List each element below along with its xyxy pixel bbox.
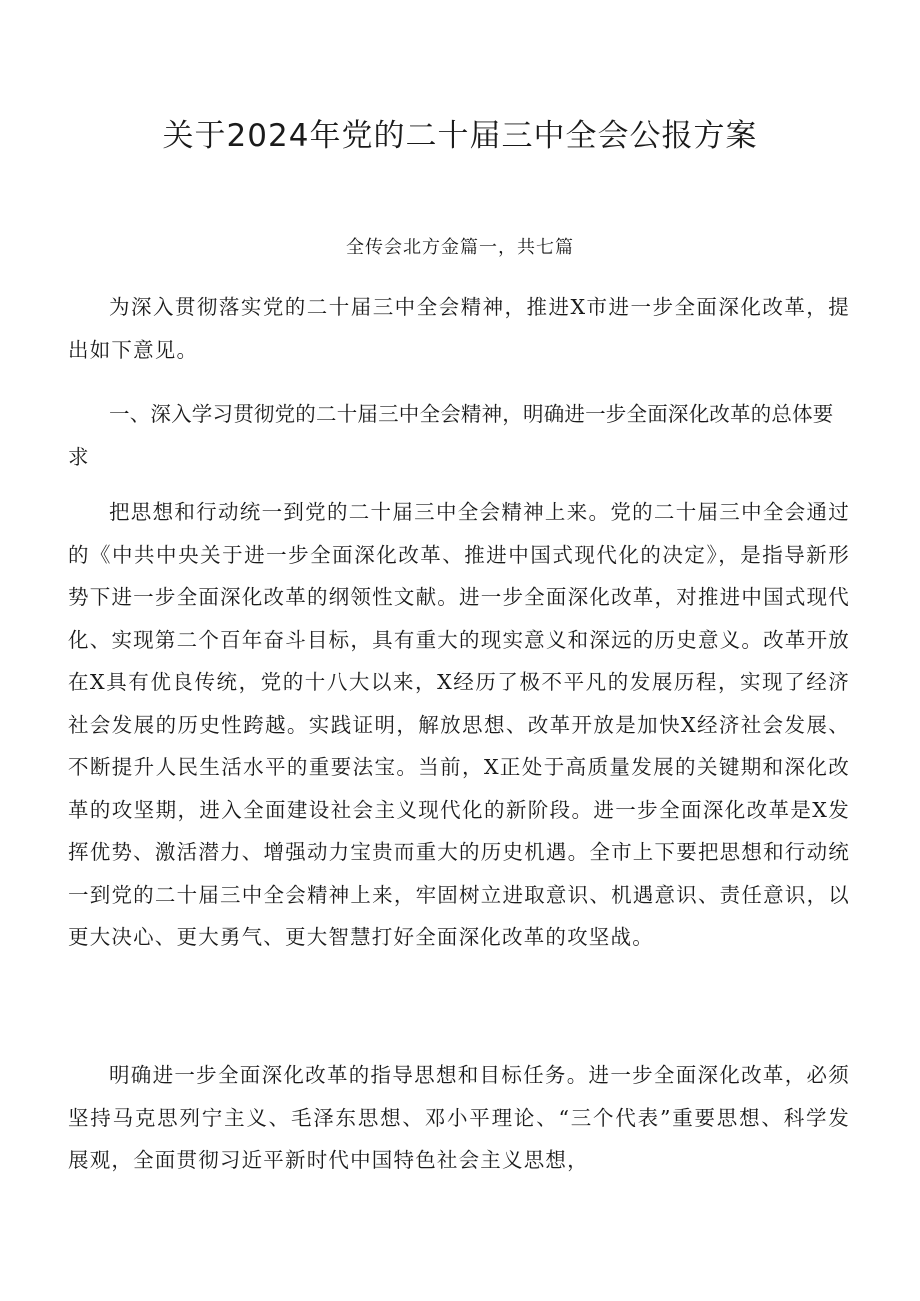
intro-paragraph: 为深入贯彻落实党的二十届三中全会精神，推进X市进一步全面深化改革，提出如下意见。 [68, 295, 850, 362]
document-title: 关于2024年党的二十届三中全会公报方案 [162, 118, 758, 154]
document-subtitle: 全传会北方金篇一，共七篇 [346, 237, 574, 258]
section-1-heading: 一、深入学习贯彻党的二十届三中全会精神，明确进一步全面深化改革的总体要求 [68, 402, 834, 469]
paragraph-2: 明确进一步全面深化改革的指导思想和目标任务。进一步全面深化改革，必须坚持马克思列宁主义、毛泽东思想、邓小平理论、“三个代表”重要思想、科学发展观，全面贯彻习近平新时代中国特色社会主义思想， [68, 1063, 850, 1172]
paragraph-1: 把思想和行动统一到党的二十届三中全会精神上来。党的二十届三中全会通过的《中共中央关于进一步全面深化改革、推进中国式现代化的决定》，是指导新形势下进一步全面深化改革的纲领性文献。进一步全面深化改革，对推进中国式现代化、实现第二个百年奋斗目标，具有重大的现实意义和深远的历史意义。改革开放在X具有优良传统，党的十八大以来，X经历了极不平凡的发展历程，实现了经济社会发展的历史性跨越。实践证明，解放思想、改革开放是加快X经济社会发展、不断提升人民生活水平的重要法宝。当前，X正处于高质量发展的关键期和深化改革的攻坚期，进入全面建设社会主义现代化的新阶段。进一步全面深化改革是X发挥优势、激活潜力、增强动力宝贵而重大的历史机遇。全市上下要把思想和行动统一到党的二十届三中全会精神上来，牢固树立进取意识、机遇意识、责任意识，以更大决心、更大勇气、更大智慧打好全面深化改革的攻坚战。 [68, 500, 850, 949]
